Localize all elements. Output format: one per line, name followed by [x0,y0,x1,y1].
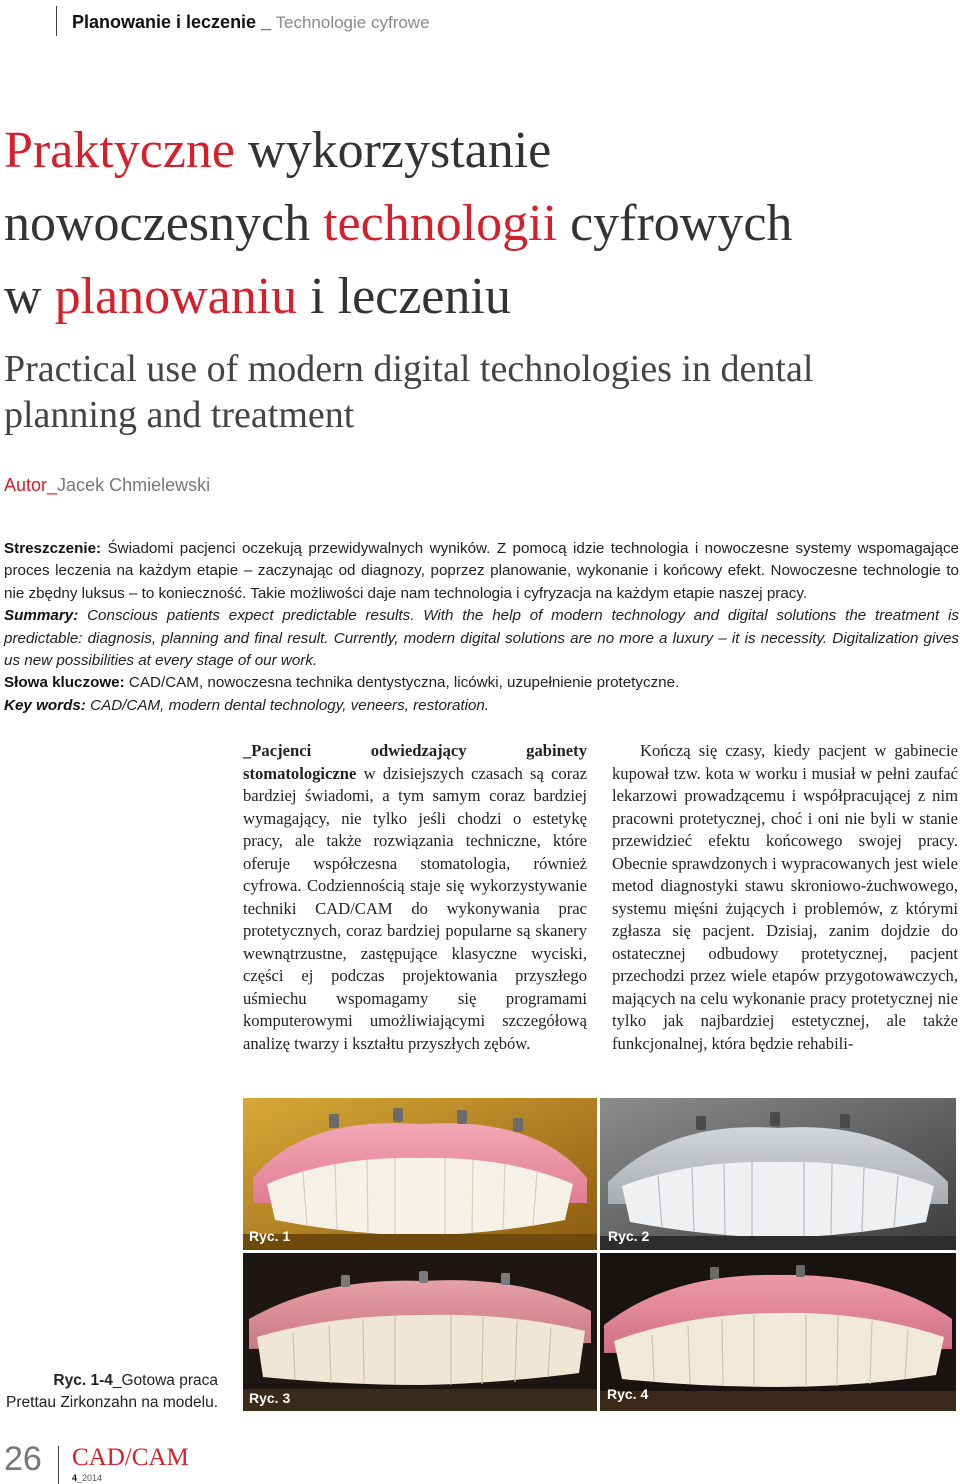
page-number: 26 [4,1440,42,1478]
figure-3-image [243,1253,597,1411]
body-lead: _Pacjenci odwiedzający gabinety stomatologiczne [243,741,587,783]
figure-1-image [243,1098,597,1250]
caption-label: Ryc. 1-4 [53,1372,113,1389]
figure-caption [4,1370,218,1414]
issue-number: 4 [72,1473,78,1483]
keywords-en [4,695,959,717]
body-col2-text: Kończą się czasy, kiedy pacjent w gabinecie kupował tzw. kota w worku i musiał w pełni zaufać lekarzowi prowadzącemu i współpracującej z nim pracowni protetycznej, choć i oni nie byli w stanie przewidzieć efektu końcowego swojej pracy. Obecnie sprawdzonych i wypracowanych jest wiele metod diagnostyki stawu skroniowo-żuchwowego, systemu mięśni żujących i problemów, z którymi zgłasza się pacjent. Dzisiaj, zanim dojdzie do ostatecznej odbudowy protetycznej, pacjent przechodzi przez wiele etapów przygotowawczych, mających na celu wykonanie pracy protetycznej nie tylko jak najbardziej estetycznej, ale także funkcjonalnej, która będzie rehabili- [612,741,958,1053]
figure-2-photo [600,1098,956,1250]
issue-year: _2014 [77,1473,103,1483]
figure-4-photo [600,1253,956,1411]
title-red-3: planowaniu [54,268,298,325]
author-label: Autor_ [4,475,58,495]
article-subtitle: Practical use of modern digital technologies in dental planning and treatment [4,348,814,436]
abstract-pl-text: Świadomi pacjenci oczekują przewidywalnych wyników. Z pomocą idzie technologia i nowoczesne systemy wspomagające proces leczenia na każdym etapie – zaczynając od diagnozy, poprzez planowanie, wykonanie i końcowy efekt. Nowoczesne technologie to nie zbędny luksus – to konieczność. Takie możliwości daje nam technologia i cyfryzacja na każdym etapie naszej pracy. [4,540,959,602]
abstract-en-label: Summary: [4,607,79,625]
figure-3-label: Ryc. 3 [249,1390,291,1406]
abstract-pl [4,538,959,605]
article-title [4,114,954,333]
keywords-pl [4,672,959,694]
header-subsection: Technologie cyfrowe [271,13,430,32]
keywords-en-text: CAD/CAM, modern dental technology, veneers, restoration. [85,696,490,714]
body-column-1 [243,740,587,1055]
title-text-3a: w [4,268,55,325]
header-section: Planowanie i leczenie _ [72,12,272,32]
figure-1-photo [243,1098,597,1250]
figure-3-photo [243,1253,597,1411]
issue-info [72,1473,102,1483]
title-text-2b: cyfrowych [557,195,793,252]
abstract-block [4,538,959,717]
keywords-pl-label: Słowa kluczowe: [4,674,125,692]
body-column-2 [612,740,958,1055]
body-col1-text: w dzisiejszych czasach są coraz bardziej świadomi, a tym samym coraz bardziej wymagający, nie tylko jeśli chodzi o estetykę pracy, ale także rozwiązania techniczne, które oferuje współczesna stomatologia, również cyfrowa. Codziennością staje się wykorzystywanie techniki CAD/CAM do wykonywania prac protetycznych, coraz bardziej popularne są skanery wewnątrzustne, zastępujące klasyczne wyciski, części ej podczas projektowania przyszłego uśmiechu wspomagamy się programami komputerowymi umożliwiającymi szczegółową analizę twarzy i kształtu przyszłych zębów. [243,763,587,1053]
caption-text: _Gotowa praca Prettau Zirkonzahn na modelu. [6,1372,218,1411]
figure-2-image [600,1098,956,1250]
header-rule [56,6,57,36]
abstract-pl-label: Streszczenie: [4,540,102,557]
title-red-2: technologii [323,195,558,252]
keywords-en-label: Key words: [4,696,86,714]
journal-name: CAD/CAM [72,1444,189,1471]
footer-rule [58,1446,59,1484]
figure-2-label: Ryc. 2 [608,1228,650,1244]
figure-1-label: Ryc. 1 [249,1228,291,1244]
abstract-en [4,605,959,672]
figure-4-label: Ryc. 4 [607,1386,649,1402]
running-header [72,12,430,33]
title-text-3b: i leczeniu [297,268,511,325]
author-line [4,475,210,496]
figure-4-image [600,1253,956,1411]
author-name: Jacek Chmielewski [57,475,211,495]
title-text-1: wykorzystanie [235,122,552,179]
title-text-2a: nowoczesnych [4,195,324,252]
title-red-1: Praktyczne [4,122,236,179]
keywords-pl-text: CAD/CAM, nowoczesna technika dentystyczna, licówki, uzupełnienie protetyczne. [124,674,680,692]
abstract-en-text: Conscious patients expect predictable results. With the help of modern technology and digital solutions the treatment is predictable: diagnosis, planning and final result. Currently, modern digital solutions are no more a luxury – it is necessity. Digitalization gives us new possibilities at every stage of our work. [4,607,959,670]
